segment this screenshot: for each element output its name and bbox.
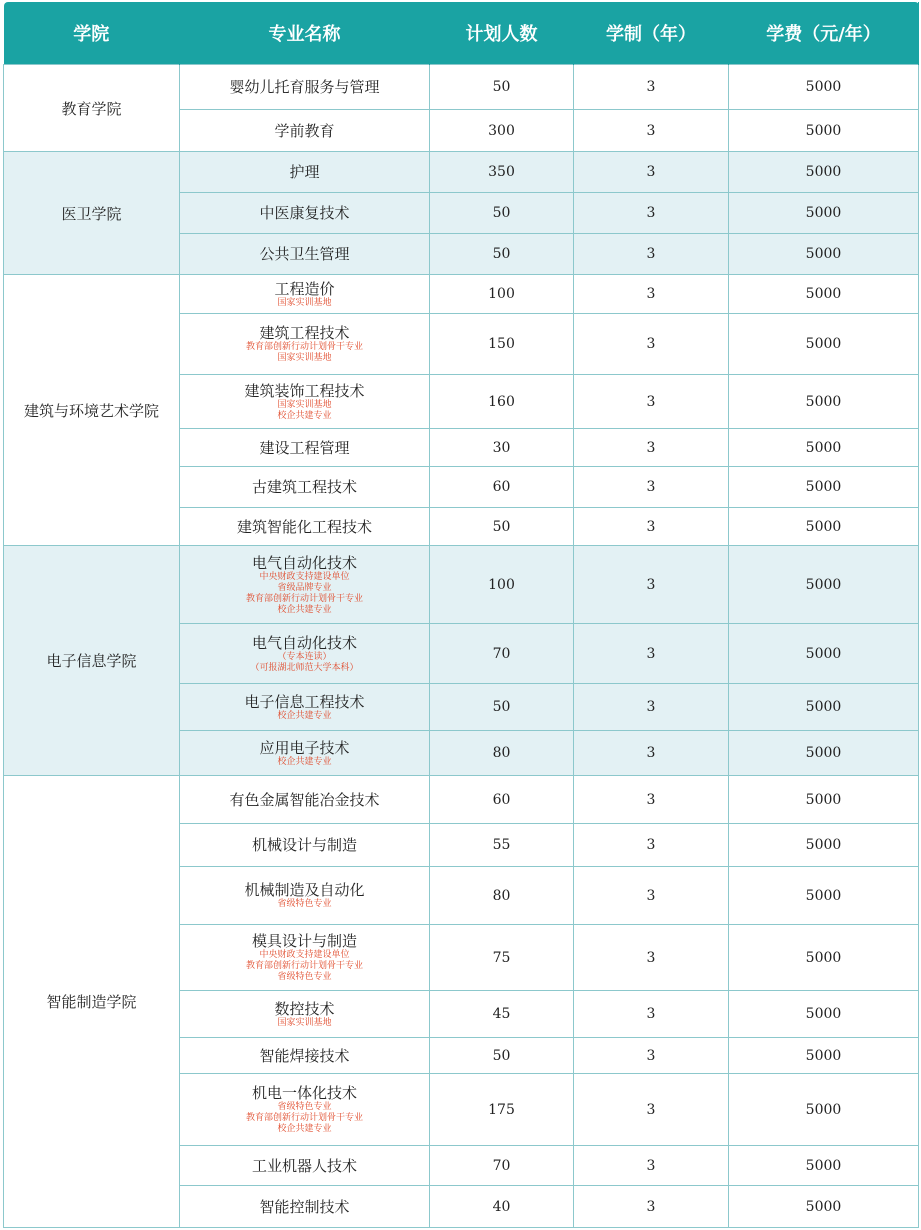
plan-count-cell: 300 — [430, 110, 574, 152]
duration-cell: 3 — [574, 624, 729, 684]
major-cell — [180, 65, 430, 110]
major-name: 护理 — [289, 163, 320, 181]
major-name: 机械制造及自动化 — [244, 881, 365, 899]
major-name: 中医康复技术 — [259, 204, 350, 222]
major-honor-note: 校企共建专业 — [277, 756, 332, 767]
major-name: 工程造价 — [274, 279, 335, 298]
major-cell — [180, 375, 430, 429]
major-cell — [180, 314, 430, 375]
major-cell — [180, 234, 430, 275]
major-name: 智能控制技术 — [259, 1197, 350, 1216]
college-cell: 电子信息学院 — [4, 546, 180, 776]
major-honor-note: 教育部创新行动计划骨干专业 — [245, 961, 363, 971]
duration-cell: 3 — [574, 776, 729, 824]
major-honor-note: 校企共建专业 — [277, 410, 332, 421]
major-honor-note: （可报湖北师范大学本科） — [250, 662, 359, 673]
major-name: 婴幼儿托育服务与管理 — [229, 78, 380, 96]
plan-count-cell: 60 — [430, 776, 574, 824]
major-cell — [180, 925, 430, 991]
major-cell — [180, 193, 430, 234]
tuition-cell: 5000 — [729, 110, 919, 152]
major-name: 电气自动化技术 — [251, 633, 357, 652]
duration-cell: 3 — [574, 684, 729, 731]
tuition-cell: 5000 — [729, 925, 919, 991]
tuition-cell: 5000 — [729, 1038, 919, 1074]
plan-count-cell: 55 — [430, 824, 574, 867]
major-cell — [180, 1074, 430, 1146]
duration-cell: 3 — [574, 1074, 729, 1146]
major-cell — [180, 684, 430, 731]
tuition-cell: 5000 — [729, 375, 919, 429]
duration-cell: 3 — [574, 234, 729, 275]
major-honor-note: 省级特色专业 — [277, 1102, 332, 1112]
header-plan-count: 计划人数 — [430, 2, 574, 65]
duration-cell: 3 — [574, 867, 729, 925]
duration-cell: 3 — [574, 731, 729, 776]
duration-cell: 3 — [574, 824, 729, 867]
major-name: 电子信息工程技术 — [244, 692, 365, 711]
plan-count-cell: 80 — [430, 731, 574, 776]
duration-cell: 3 — [574, 314, 729, 375]
major-name: 应用电子技术 — [259, 738, 350, 757]
major-cell — [180, 467, 430, 508]
major-cell — [180, 110, 430, 152]
tuition-cell: 5000 — [729, 824, 919, 867]
major-cell — [180, 546, 430, 624]
plan-count-cell: 50 — [430, 1038, 574, 1074]
plan-count-cell: 100 — [430, 275, 574, 314]
tuition-cell: 5000 — [729, 429, 919, 467]
major-cell — [180, 776, 430, 824]
major-cell — [180, 508, 430, 546]
table-row — [4, 776, 919, 824]
plan-count-cell: 50 — [430, 193, 574, 234]
college-cell: 医卫学院 — [4, 152, 180, 275]
major-name: 建筑装饰工程技术 — [244, 381, 365, 400]
major-honor-note: 校企共建专业 — [277, 710, 332, 721]
major-cell — [180, 991, 430, 1038]
plan-count-cell: 50 — [430, 65, 574, 110]
plan-count-cell: 30 — [430, 429, 574, 467]
plan-count-cell: 40 — [430, 1186, 574, 1228]
major-honor-note: 省级特色专业 — [277, 899, 332, 909]
major-name: 数控技术 — [274, 999, 335, 1018]
major-name: 模具设计与制造 — [251, 932, 357, 950]
plan-count-cell: 175 — [430, 1074, 574, 1146]
plan-count-cell: 45 — [430, 991, 574, 1038]
major-honor-note: 教育部创新行动计划骨干专业 — [245, 593, 363, 604]
major-honor-note: 教育部创新行动计划骨干专业 — [245, 342, 363, 352]
major-honor-note: （专本连读） — [277, 651, 332, 662]
tuition-cell: 5000 — [729, 508, 919, 546]
major-name: 机械设计与制造 — [251, 836, 357, 854]
major-cell — [180, 867, 430, 925]
major-cell — [180, 429, 430, 467]
table-row — [4, 152, 919, 193]
tuition-cell: 5000 — [729, 314, 919, 375]
table-row — [4, 65, 919, 110]
tuition-cell: 5000 — [729, 731, 919, 776]
major-name: 建筑工程技术 — [259, 324, 350, 342]
duration-cell: 3 — [574, 1186, 729, 1228]
duration-cell: 3 — [574, 65, 729, 110]
major-name: 电气自动化技术 — [251, 553, 357, 572]
major-honor-note: 国家实训基地 — [277, 297, 332, 308]
college-cell: 智能制造学院 — [4, 776, 180, 1228]
duration-cell: 3 — [574, 1146, 729, 1186]
tuition-cell: 5000 — [729, 624, 919, 684]
duration-cell: 3 — [574, 110, 729, 152]
major-cell — [180, 1186, 430, 1228]
duration-cell: 3 — [574, 275, 729, 314]
plan-count-cell: 80 — [430, 867, 574, 925]
enrollment-plan-table — [3, 2, 919, 1228]
tuition-cell: 5000 — [729, 1146, 919, 1186]
major-cell — [180, 624, 430, 684]
plan-count-cell: 50 — [430, 234, 574, 275]
table-row — [4, 546, 919, 624]
major-honor-note: 中央财政支持建设单位 — [259, 571, 350, 582]
major-name: 公共卫生管理 — [259, 245, 350, 263]
major-honor-note: 校企共建专业 — [277, 1124, 332, 1134]
tuition-cell: 5000 — [729, 1074, 919, 1146]
tuition-cell: 5000 — [729, 991, 919, 1038]
plan-count-cell: 150 — [430, 314, 574, 375]
major-honor-note: 国家实训基地 — [277, 399, 332, 410]
tuition-cell: 5000 — [729, 684, 919, 731]
major-cell — [180, 152, 430, 193]
major-cell — [180, 1146, 430, 1186]
duration-cell: 3 — [574, 375, 729, 429]
duration-cell: 3 — [574, 546, 729, 624]
duration-cell: 3 — [574, 508, 729, 546]
tuition-cell: 5000 — [729, 867, 919, 925]
plan-count-cell: 50 — [430, 684, 574, 731]
duration-cell: 3 — [574, 1038, 729, 1074]
major-name: 学前教育 — [274, 121, 335, 140]
major-honor-note: 省级特色专业 — [277, 972, 332, 982]
major-honor-note: 国家实训基地 — [277, 353, 332, 363]
plan-count-cell: 350 — [430, 152, 574, 193]
duration-cell: 3 — [574, 991, 729, 1038]
table-body — [4, 65, 919, 1228]
duration-cell: 3 — [574, 152, 729, 193]
major-name: 有色金属智能冶金技术 — [229, 790, 380, 809]
tuition-cell: 5000 — [729, 152, 919, 193]
college-cell: 教育学院 — [4, 65, 180, 152]
plan-count-cell: 160 — [430, 375, 574, 429]
tuition-cell: 5000 — [729, 1186, 919, 1228]
duration-cell: 3 — [574, 193, 729, 234]
plan-count-cell: 100 — [430, 546, 574, 624]
duration-cell: 3 — [574, 467, 729, 508]
plan-count-cell: 50 — [430, 508, 574, 546]
plan-count-cell: 70 — [430, 1146, 574, 1186]
major-cell — [180, 1038, 430, 1074]
major-honor-note: 教育部创新行动计划骨干专业 — [245, 1113, 363, 1123]
header-duration: 学制（年） — [574, 2, 729, 65]
major-honor-note: 省级品牌专业 — [277, 582, 332, 593]
tuition-cell: 5000 — [729, 776, 919, 824]
tuition-cell: 5000 — [729, 234, 919, 275]
major-cell — [180, 275, 430, 314]
major-cell — [180, 824, 430, 867]
header-tuition: 学费（元/年） — [729, 2, 919, 65]
major-name: 机电一体化技术 — [251, 1084, 357, 1102]
major-name: 建设工程管理 — [259, 438, 350, 457]
tuition-cell: 5000 — [729, 193, 919, 234]
duration-cell: 3 — [574, 925, 729, 991]
major-name: 建筑智能化工程技术 — [236, 517, 372, 536]
major-name: 工业机器人技术 — [251, 1156, 357, 1175]
major-honor-note: 国家实训基地 — [277, 1017, 332, 1028]
major-honor-note: 校企共建专业 — [277, 604, 332, 615]
major-honor-note: 中央财政支持建设单位 — [259, 950, 350, 960]
enrollment-table-container — [3, 2, 918, 1228]
tuition-cell: 5000 — [729, 65, 919, 110]
header-row — [4, 2, 919, 65]
header-college: 学院 — [4, 2, 180, 65]
plan-count-cell: 70 — [430, 624, 574, 684]
major-cell — [180, 731, 430, 776]
duration-cell: 3 — [574, 429, 729, 467]
plan-count-cell: 60 — [430, 467, 574, 508]
major-name: 古建筑工程技术 — [251, 478, 357, 496]
tuition-cell: 5000 — [729, 275, 919, 314]
header-major-name: 专业名称 — [180, 2, 430, 65]
college-cell: 建筑与环境艺术学院 — [4, 275, 180, 546]
major-name: 智能焊接技术 — [259, 1046, 350, 1065]
plan-count-cell: 75 — [430, 925, 574, 991]
table-row — [4, 275, 919, 314]
tuition-cell: 5000 — [729, 467, 919, 508]
table-header — [4, 2, 919, 65]
tuition-cell: 5000 — [729, 546, 919, 624]
